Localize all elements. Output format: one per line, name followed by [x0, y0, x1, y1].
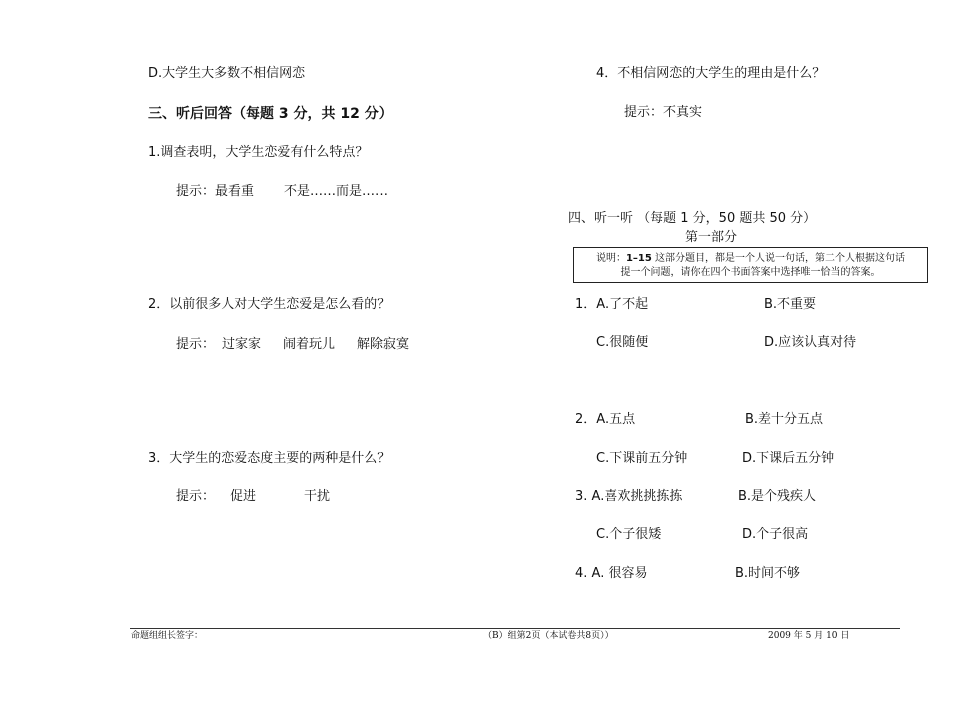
- item-1-number: 1．: [575, 297, 597, 312]
- hint-3-part-2: 干扰: [304, 489, 331, 504]
- item-2-option-c: C.下课前五分钟: [596, 451, 688, 466]
- item-1-option-a: A.了不起: [596, 297, 649, 312]
- item-3-option-a: A.喜欢挑挑拣拣: [591, 489, 683, 504]
- footer-divider: [130, 628, 900, 629]
- question-4-hint: 提示：不真实: [624, 105, 703, 120]
- item-2-number: 2．: [575, 412, 597, 427]
- instruction-range: 1–15: [625, 253, 652, 264]
- question-3: 3．大学生的恋爱态度主要的两种是什么？: [148, 451, 391, 466]
- hint-2-part-1: 过家家: [222, 337, 262, 352]
- question-1: 1.调查表明，大学生恋爱有什么特点？: [148, 145, 369, 160]
- item-4-option-a: A. 很容易: [591, 566, 648, 581]
- hint-2-part-2: 闹着玩儿: [283, 337, 336, 352]
- section-four-title: 四、听一听 （每题 1 分，50 题共 50 分）: [568, 211, 817, 226]
- instruction-rest: 这部分题目，都是一个人说一句话，第二个人根据这句话: [651, 253, 906, 264]
- item-1-option-b: B.不重要: [764, 297, 817, 312]
- item-3-option-b: B.是个残疾人: [738, 489, 817, 504]
- part-one-title: 第一部分: [685, 230, 738, 245]
- item-3-option-d: D.个子很高: [742, 527, 809, 542]
- item-4-number: 4.: [575, 566, 592, 581]
- item-4-option-b: B.时间不够: [735, 566, 801, 581]
- item-4-a: [575, 566, 647, 582]
- item-1-option-c: C.很随便: [596, 335, 649, 350]
- item-3-number: 3.: [575, 489, 592, 504]
- question-4: 4．不相信网恋的大学生的理由是什么？: [596, 66, 826, 81]
- item-1-option-d: D.应该认真对待: [764, 335, 857, 350]
- hint-3-label: 提示：: [176, 489, 216, 504]
- instruction-box: [573, 247, 928, 283]
- footer-page-info: （B）组第2页（本试卷共8页））: [483, 631, 614, 641]
- item-2-a: [575, 412, 635, 428]
- item-2-option-a: A.五点: [596, 412, 636, 427]
- section-three-title: 三、听后回答（每题 3 分，共 12 分）: [148, 106, 393, 122]
- instruction-prefix: 说明：: [595, 253, 626, 264]
- footer-signature-label: 命题组组长签字：: [131, 631, 204, 641]
- hint-2-part-3: 解除寂寞: [357, 337, 410, 352]
- item-3-option-c: C.个子很矮: [596, 527, 662, 542]
- footer-date: 2009 年 5 月 10 日: [768, 631, 850, 641]
- question-2: 2．以前很多人对大学生恋爱是怎么看的？: [148, 297, 391, 312]
- hint-1-part: 不是……而是……: [284, 184, 389, 199]
- item-2-option-d: D.下课后五分钟: [742, 451, 835, 466]
- item-3-a: [575, 489, 682, 505]
- instruction-line-2: 提一个问题，请你在四个书面答案中选择唯一恰当的答案。: [620, 267, 881, 278]
- item-2-option-b: B.差十分五点: [745, 412, 824, 427]
- hint-2-label: 提示：: [176, 337, 216, 352]
- option-d-previous: D.大学生大多数不相信网恋: [148, 66, 306, 81]
- hint-3-part-1: 促进: [230, 489, 257, 504]
- item-1-a: [575, 297, 648, 313]
- instruction-line-1: [574, 252, 927, 265]
- hint-1-label: 提示：最看重: [176, 184, 255, 199]
